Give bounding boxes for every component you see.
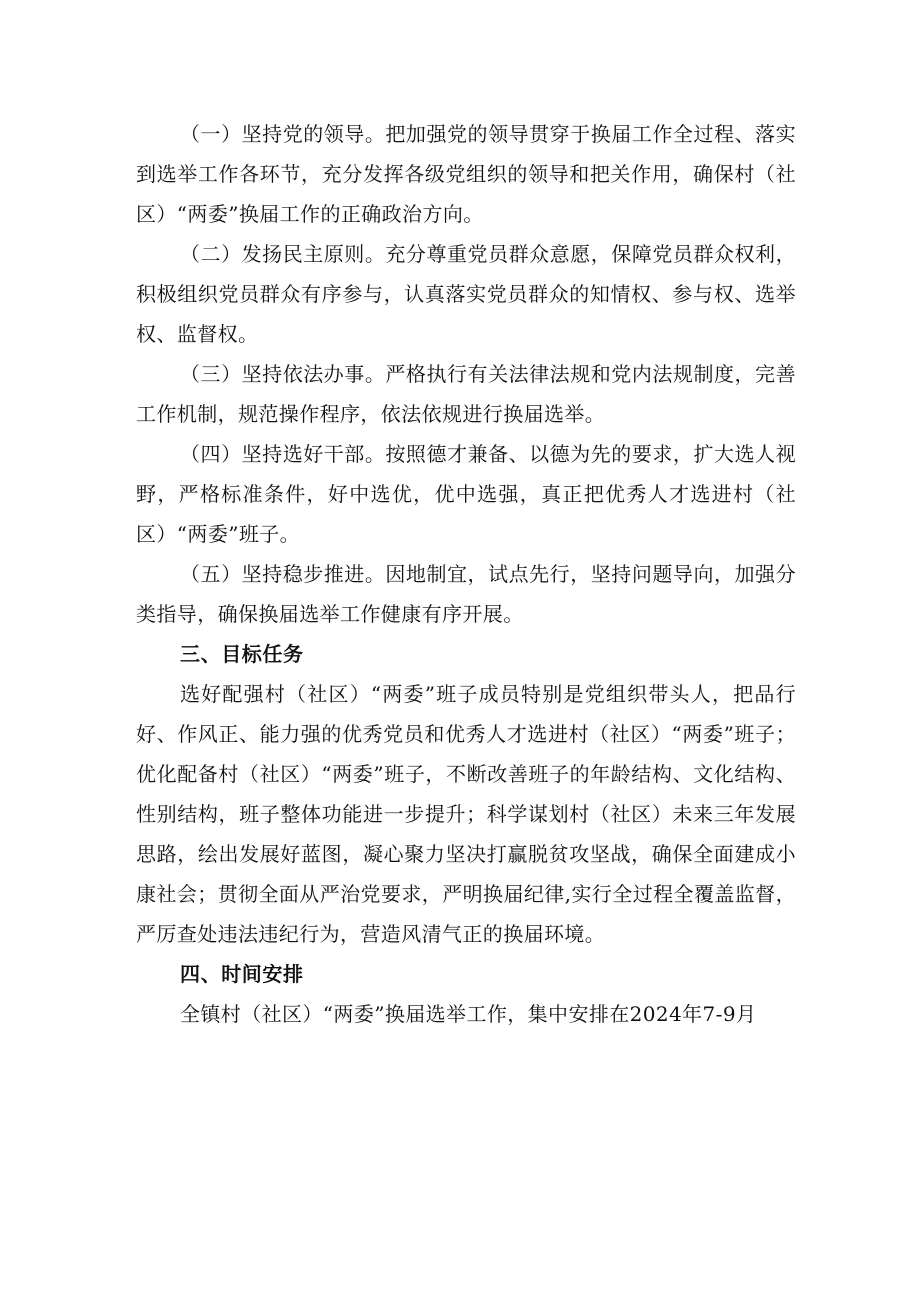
section-4-body: 全镇村（社区）“两委”换届选举工作，集中安排在2024年7-9月: [180, 1002, 757, 1026]
principle-3-paragraph: （三）坚持依法办事。严格执行有关法律法规和党内法规制度，完善工作机制，规范操作程序，依法依规进行换届选举。: [136, 362, 796, 426]
principle-1-paragraph: （一）坚持党的领导。把加强党的领导贯穿于换届工作全过程、落实到选举工作各环节，充分发挥各级党组织的领导和把关作用，确保村（社区）“两委”换届工作的正确政治方向。: [136, 122, 796, 226]
section-3-heading: 三、目标任务: [180, 642, 304, 666]
section-3-body: 选好配强村（社区）“两委”班子成员特别是党组织带头人，把品行好、作风正、能力强的优秀党员和优秀人才选进村（社区）“两委”班子；优化配备村（社区）“两委”班子，不断改善班子的年龄结构、文化结构、性别结构，班子整体功能进一步提升；科学谋划村（社区）未来三年发展思路，绘出发展好蓝图，凝心聚力坚决打赢脱贫攻坚战，确保全面建成小康社会；贯彻全面从严治党要求，严明换届纪律,实行全过程全覆盖监督，严厉查处违法违纪行为，营造风清气正的换届环境。: [136, 682, 796, 946]
principle-4-paragraph: （四）坚持选好干部。按照德才兼备、以德为先的要求，扩大选人视野，严格标准条件，好中选优，优中选强，真正把优秀人才选进村（社区）“两委”班子。: [136, 442, 796, 546]
principle-2-paragraph: （二）发扬民主原则。充分尊重党员群众意愿，保障党员群众权利，积极组织党员群众有序参与，认真落实党员群众的知情权、参与权、选举权、监督权。: [136, 242, 796, 346]
section-4-heading: 四、时间安排: [180, 962, 304, 986]
principle-5-paragraph: （五）坚持稳步推进。因地制宜，试点先行，坚持问题导向，加强分类指导，确保换届选举工作健康有序开展。: [136, 562, 796, 626]
document-body: [136, 114, 796, 1034]
